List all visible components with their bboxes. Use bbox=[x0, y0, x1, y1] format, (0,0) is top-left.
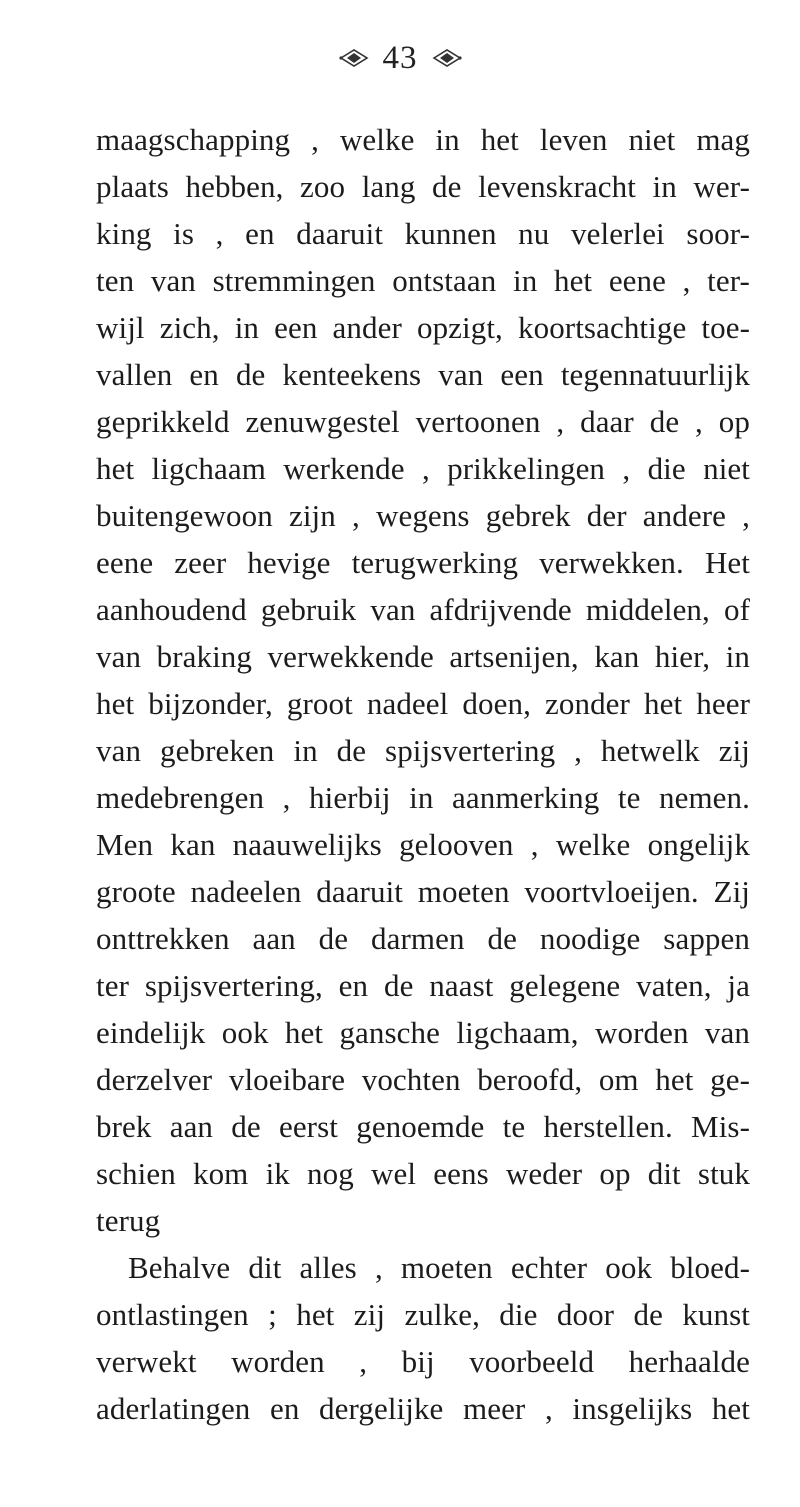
text-line: plaats hebben, zoo lang de levenskracht in wer- bbox=[96, 169, 750, 204]
text-line: aanhoudend gebruik van afdrijvende middelen, of bbox=[96, 592, 750, 627]
text-line: verwekt worden , bij voorbeeld herhaalde bbox=[96, 1344, 750, 1379]
text-line: terug bbox=[96, 1203, 161, 1238]
text-line: derzelver vloeibare vochten beroofd, om het ge- bbox=[96, 1062, 750, 1097]
text-line: onttrekken aan de darmen de noodige sappen bbox=[96, 921, 750, 956]
text-line: buitengewoon zijn , wegens gebrek der andere , bbox=[96, 498, 750, 533]
text-line: aderlatingen en dergelijke meer , insgelijks het bbox=[96, 1391, 750, 1426]
text-line: groote nadeelen daaruit moeten voortvloeijen. Zij bbox=[96, 874, 750, 909]
text-line: van braking verwekkende artsenijen, kan hier, in bbox=[96, 639, 750, 674]
text-line: Behalve dit alles , moeten echter ook bloed- bbox=[128, 1250, 750, 1285]
body-text bbox=[96, 116, 750, 1432]
text-line: van gebreken in de spijsvertering , hetwelk zij bbox=[96, 733, 750, 768]
text-line: schien kom ik nog wel eens weder op dit stuk bbox=[96, 1156, 750, 1191]
text-line: het ligchaam werkende , prikkelingen , die niet bbox=[96, 451, 750, 486]
left-ornament-icon bbox=[339, 46, 369, 70]
text-line: eene zeer hevige terugwerking verwekken. Het bbox=[96, 545, 750, 580]
text-line: het bijzonder, groot nadeel doen, zonder het heer bbox=[96, 686, 750, 721]
text-line: brek aan de eerst genoemde te herstellen. Mis- bbox=[96, 1109, 750, 1144]
text-line: ten van stremmingen ontstaan in het eene , ter- bbox=[96, 263, 750, 298]
text-line: ter spijsvertering, en de naast gelegene vaten, ja bbox=[96, 968, 750, 1003]
right-ornament-icon bbox=[432, 46, 462, 70]
text-line: wijl zich, in een ander opzigt, koortsachtige toe- bbox=[96, 310, 750, 345]
page-header bbox=[0, 38, 800, 78]
text-line: eindelijk ook het gansche ligchaam, worden van bbox=[96, 1015, 750, 1050]
page-number: 43 bbox=[382, 39, 418, 76]
text-line: vallen en de kenteekens van een tegennatuurlijk bbox=[96, 357, 750, 392]
text-line: geprikkeld zenuwgestel vertoonen , daar de , op bbox=[96, 404, 750, 439]
text-line: maagschapping , welke in het leven niet mag bbox=[96, 122, 750, 157]
text-line: ontlastingen ; het zij zulke, die door de kunst bbox=[96, 1297, 750, 1332]
text-line: medebrengen , hierbij in aanmerking te nemen. bbox=[96, 780, 750, 815]
text-line: Men kan naauwelijks gelooven , welke ongelijk bbox=[96, 827, 750, 862]
text-line: king is , en daaruit kunnen nu velerlei soor- bbox=[96, 216, 750, 251]
